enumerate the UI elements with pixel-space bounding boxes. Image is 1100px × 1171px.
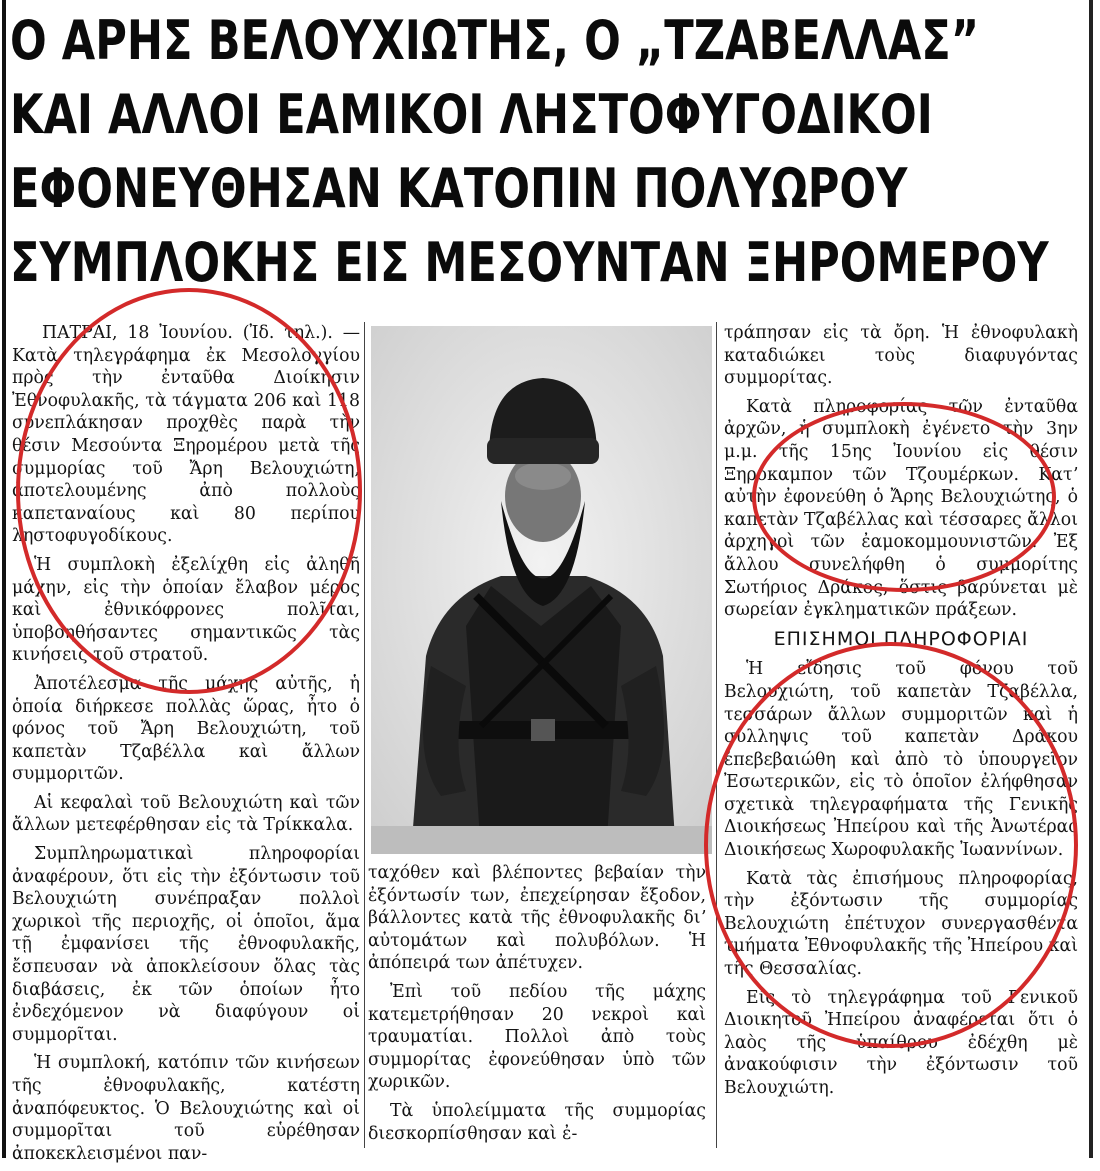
headline-line-3: ΕΦΟΝΕΥΘΗΣΑΝ ΚΑΤΟΠΙΝ ΠΟΛΥΩΡΟΥ <box>10 157 908 220</box>
headline-line-2: ΚΑΙ ΑΛΛΟΙ ΕΑΜΙΚΟΙ ΛΗΣΤΟΦΥΓΟΔΙΚΟΙ <box>10 83 933 146</box>
annotation-circle <box>704 642 1078 1048</box>
headline-line-1: Ο ΑΡΗΣ ΒΕΛΟΥΧΙΩΤΗΣ, Ο „ΤΖΑΒΕΛΛΑΣ” <box>10 9 980 72</box>
left-border-rule <box>2 0 6 1158</box>
paragraph: Κατὰ τὰς ἐπισήμους πληροφορίας, τὴν ἐξόντωσιν τῆς συμμορίας Βελουχιώτη ἐπέτυχον συνεργασθέντα τμήματα Ἐθνοφυλακῆς τῆς Ἠπείρου καὶ τῆς Θεσσαλίας. <box>724 868 1078 980</box>
article-column-2 <box>368 862 706 1151</box>
soldier-portrait-image <box>371 326 712 854</box>
paragraph: Ἡ συμπλοκὴ ἐξελίχθη εἰς ἀληθῆ μάχην, εἰς τὴν ὁποίαν ἔλαβον μέρος καὶ ἐθνικόφρονες πολῖται, ὑποβοηθήσαντες σημαντικῶς τὰς κινήσεις τοῦ στρατοῦ. <box>12 554 360 666</box>
paragraph: Ἐπὶ τοῦ πεδίου τῆς μάχης κατεμετρήθησαν 20 νεκροὶ καὶ τραυματίαι. Πολλοὶ ἀπὸ τοὺς συμμορίτας ἐφονεύθησαν ὑπὸ τῶν χωρικῶν. <box>368 981 706 1093</box>
paragraph: Ἀποτέλεσμα τῆς μάχης αὐτῆς, ἡ ὁποία διήρκεσε πολλὰς ὥρας, ἦτο ὁ φόνος τοῦ Ἄρη Βελουχιώτη, τοῦ καπετὰν Τζαβέλλα καὶ ἄλλων συμμοριτῶν. <box>12 673 360 785</box>
paragraph: ταχόθεν καὶ βλέποντες βεβαίαν τὴν ἐξόντωσίν των, ἐπεχείρησαν ἔξοδον, βάλλοντες κατὰ τῆς ἐθνοφυλακῆς διʼ αὐτομάτων καὶ πολυβόλων. Ἡ ἀπόπειρά των ἀπέτυχεν. <box>368 863 706 974</box>
paragraph: Τὰ ὑπολείμματα τῆς συμμορίας διεσκορπίσθησαν καὶ ἐ- <box>368 1100 706 1144</box>
annotation-circle <box>16 288 362 694</box>
paragraph: Εἰς τὸ τηλεγράφημα τοῦ Γενικοῦ Διοικητοῦ Ἠπείρου ἀναφέρεται ὅτι ὁ λαὸς τῆς ὑπαίθρου ἐδέχθη μὲ ἀνακούφισιν τὴν ἐξόντωσιν τοῦ Βελουχιώτη. <box>724 987 1078 1098</box>
paragraph: Συμπληρωματικαὶ πληροφορίαι ἀναφέρουν, ὅτι εἰς τὴν ἐξόντωσιν τοῦ Βελουχιώτη συνέπραξαν πολλοὶ χωρικοὶ τῆς περιοχῆς, οἱ ὁποῖοι, ἅμα τῇ ἐμφανίσει τῆς ἐθνοφυλακῆς, ἔσπευσαν νὰ ἀποκλείσουν ὅλας τὰς διαβάσεις, ἐκ τῶν ὁποίων ἦτο ἐνδεχόμενον νὰ διαφύγουν οἱ συμμορῖται. <box>12 844 360 1045</box>
paragraph: Κατὰ πληροφορίας τῶν ἐνταῦθα ἀρχῶν, ἡ συμπλοκὴ ἐγένετο τὴν 3ην μ.μ. τῆς 15ης Ἰουνίου εἰς θέσιν Ξηρόκαμπον τῶν Τζουμέρκων. Κατʼ αὐτὴν ἐφονεύθη ὁ Ἄρης Βελουχιώτης, ὁ καπετὰν Τζαβέλλας καὶ τέσσαρες ἄλλοι ἀρχηγοὶ τῶν ἐαμοκομμουνιστῶν. Ἐξ ἄλλου συνελήφθη ὁ συμμορίτης Σωτήριος Δράκος, ὅστις βαρύνεται μὲ σωρείαν ἐγκληματικῶν πράξεων. <box>724 396 1078 621</box>
paragraph: ΠΑΤΡΑΙ, 18 Ἰουνίου. (Ἰδ. τηλ.). — Κατὰ τηλεγράφημα ἐκ Μεσολογγίου πρὸς τὴν ἐνταῦθα Διοίκησιν Ἐθνοφυλακῆς, τὰ τάγματα 206 καὶ 118 συνεπλάκησαν προχθὲς παρὰ τὴν θέσιν Μεσούντα Ξηρομέρου μετὰ τῆς συμμορίας τοῦ Ἄρη Βελουχιώτη, ἀποτελουμένης ἀπὸ πολλοὺς καπεταναίους καὶ 80 περίπου ληστοφυγοδίκους. <box>12 323 360 547</box>
headline <box>10 4 1090 300</box>
portrait-photo <box>371 326 712 854</box>
paragraph: Αἱ κεφαλαὶ τοῦ Βελουχιώτη καὶ τῶν ἄλλων μετεφέρθησαν εἰς τὰ Τρίκκαλα. <box>12 792 360 836</box>
paragraph: τράπησαν εἰς τὰ ὄρη. Ἡ ἐθνοφυλακὴ καταδιώκει τοὺς διαφυγόντας συμμορίτας. <box>724 323 1078 389</box>
subheading: ΕΠΙΣΗΜΟΙ ΠΛΗΡΟΦΟΡΙΑΙ <box>773 627 1029 650</box>
column-divider <box>364 322 365 1148</box>
column-divider <box>716 322 717 1148</box>
annotation-circle <box>752 402 1056 592</box>
paragraph: Ἡ συμπλοκή, κατόπιν τῶν κινήσεων τῆς ἐθνοφυλακῆς, κατέστη ἀναπόφευκτος. Ὁ Βελουχιώτης καὶ οἱ συμμορῖται τοῦ εὑρέθησαν ἀποκεκλεισμένοι παν- <box>12 1053 360 1164</box>
headline-line-4: ΣΥΜΠΛΟΚΗΣ ΕΙΣ ΜΕΣΟΥΝΤΑΝ ΞΗΡΟΜΕΡΟΥ <box>10 231 1049 294</box>
paragraph: Ἡ εἴδησις τοῦ φόνου τοῦ Βελουχιώτη, τοῦ καπετὰν Τζαβέλλα, τεσσάρων ἄλλων συμμοριτῶν καὶ ἡ σύλληψις τοῦ καπετὰν Δράκου ἐπεβεβαιώθη καὶ ἀπὸ τὸ ὑπουργεῖον Ἐσωτερικῶν, εἰς τὸ ὁποῖον ἐλήφθησαν σχετικὰ τηλεγραφήματα τῆς Γενικῆς Διοικήσεως Ἠπείρου καὶ τῆς Ἀνωτέρας Διοικήσεως Χωροφυλακῆς Ἰωαννίνων. <box>724 659 1078 861</box>
